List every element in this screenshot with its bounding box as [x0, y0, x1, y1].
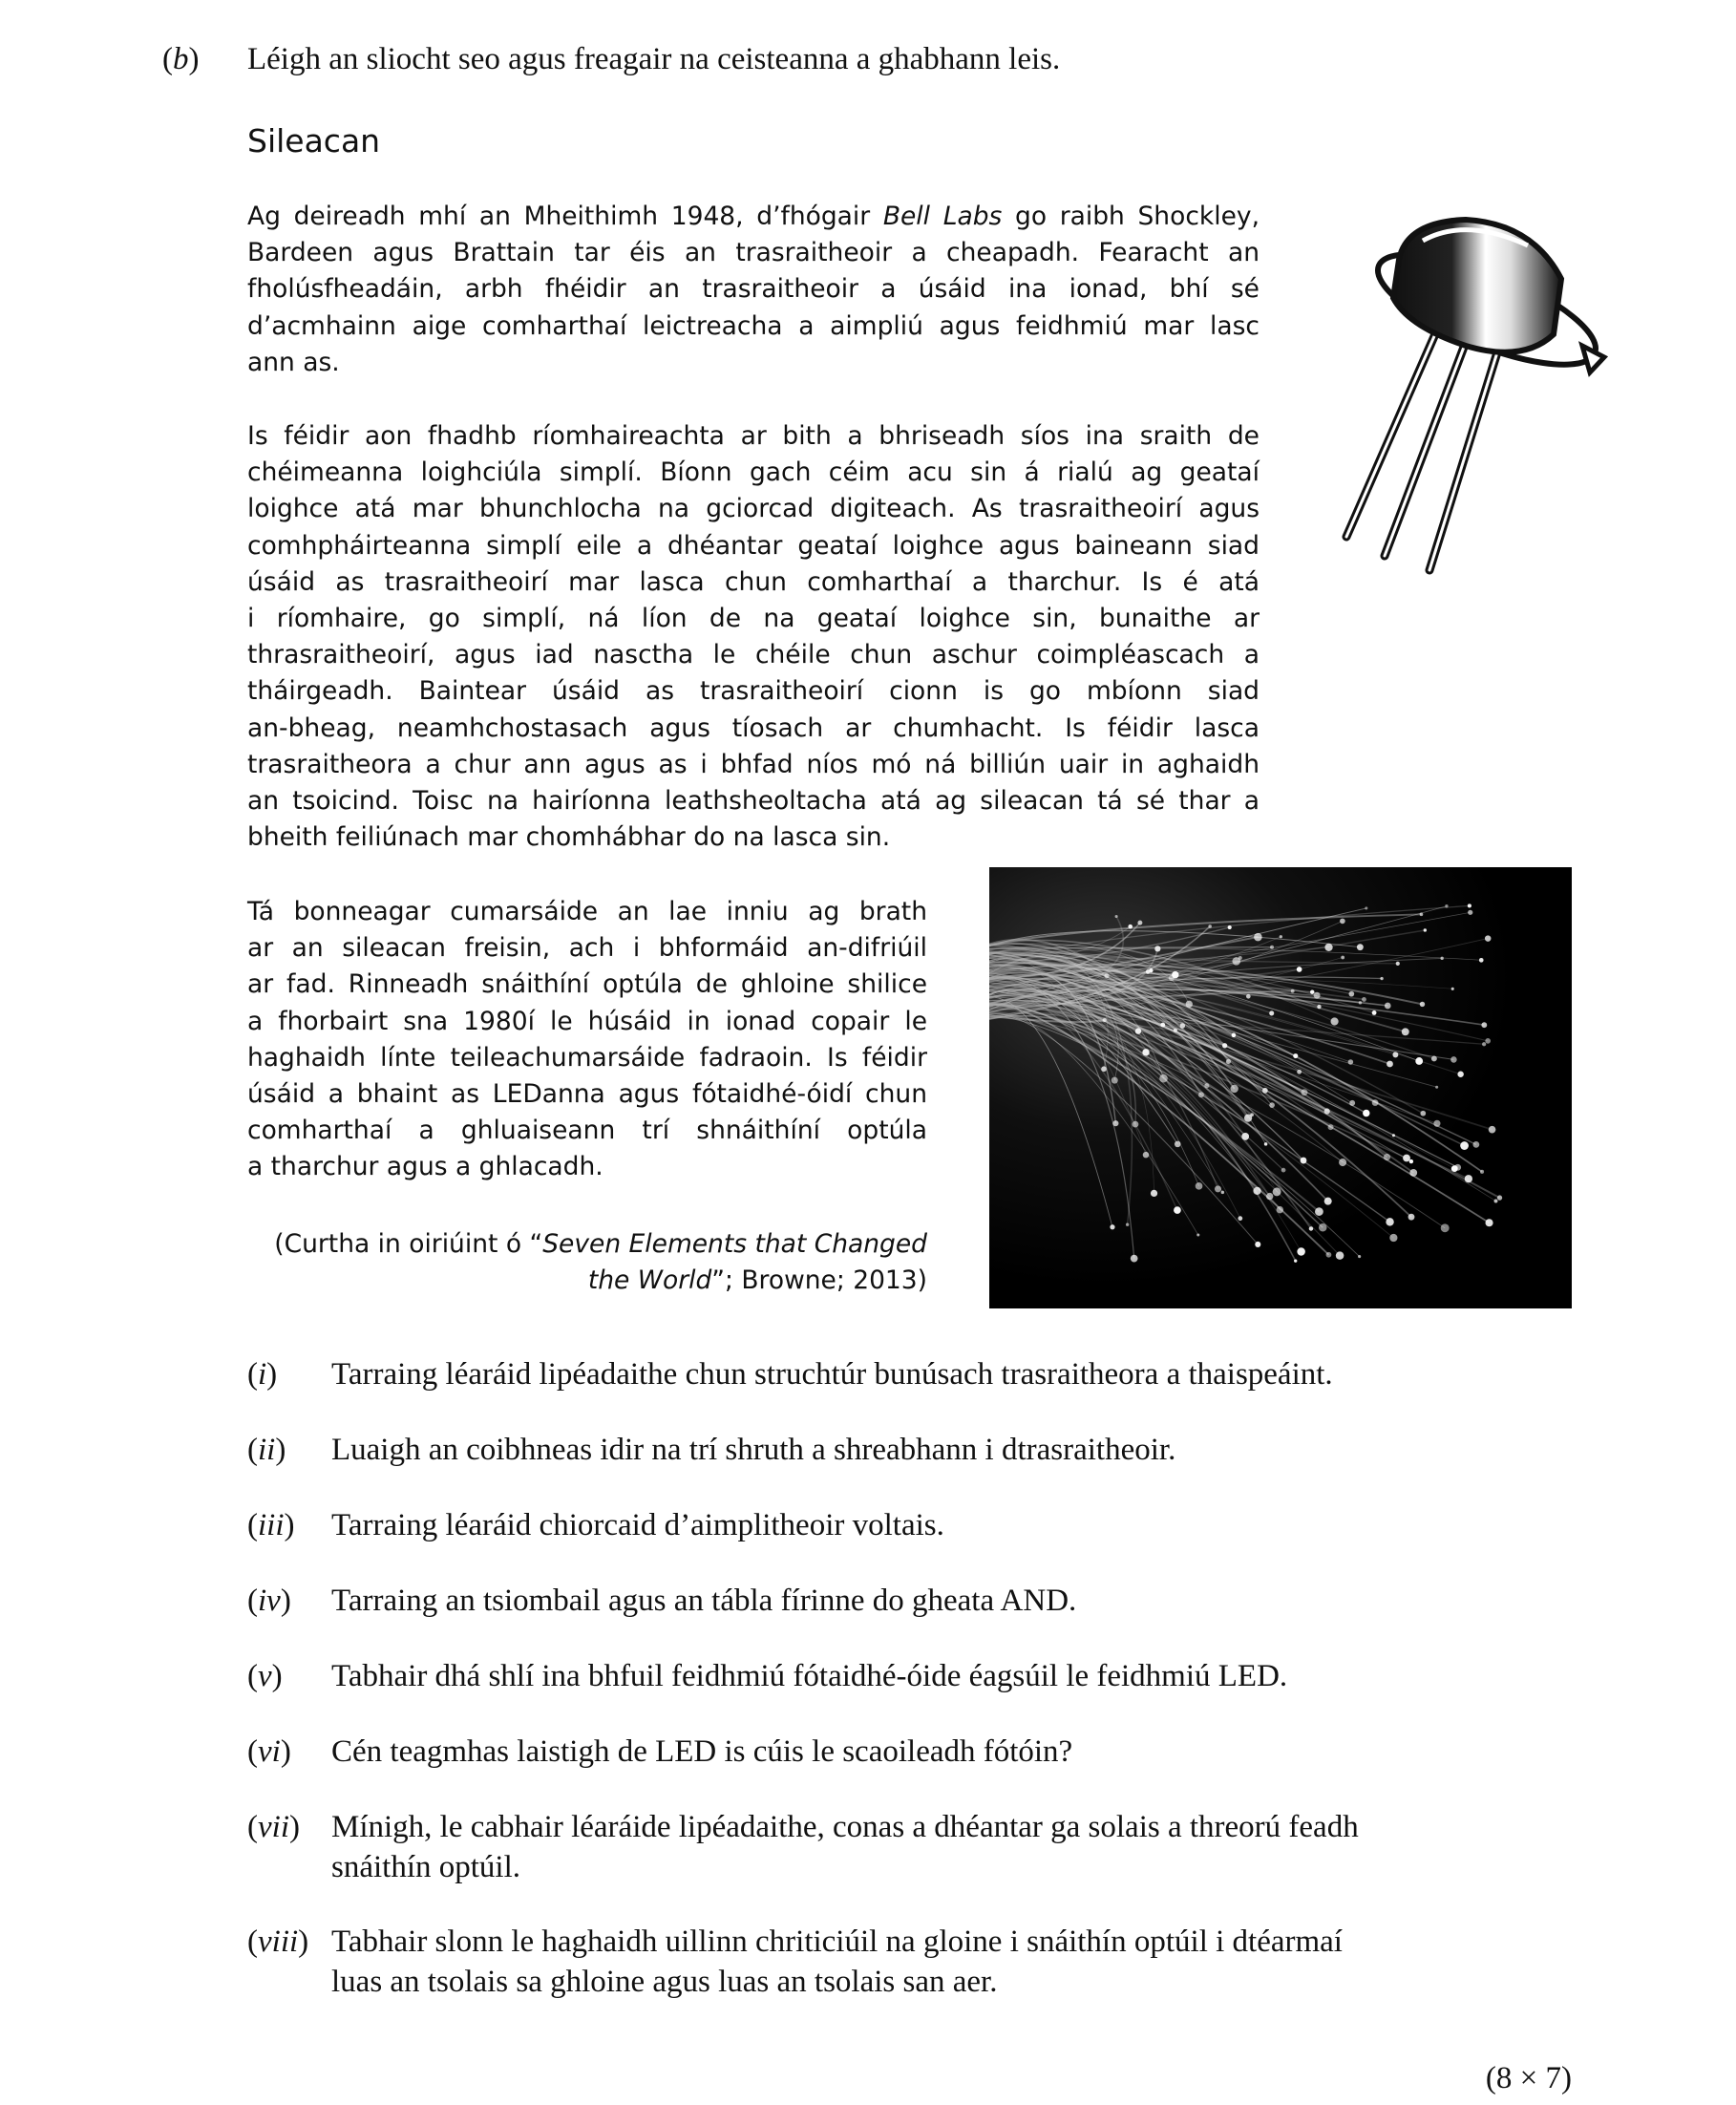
paragraph-line: ann as.	[247, 347, 340, 377]
paragraph-line: ar fad. Rinneadh snáithíní optúla de ghloine shilice	[247, 969, 927, 1000]
citation: (Curtha in oiriúint ó “Seven Elements that Changed the World”; Browne; 2013)	[274, 1229, 927, 1296]
optical-fibre-photo	[989, 867, 1572, 1308]
question-number: (vi)	[247, 1734, 291, 1769]
paragraph-line: tháirgeadh. Baintear úsáid as trasraitheoirí cionn is go mbíonn siad	[247, 676, 1260, 707]
question-number: (i)	[247, 1357, 278, 1392]
paragraph-line: a tharchur agus a ghlacadh.	[247, 1152, 603, 1182]
paragraph-line: úsáid as trasraitheoirí mar lasca chun comharthaí a tharchur. Is é atá	[247, 566, 1260, 597]
paragraph-line: haghaidh línte teileachumarsáide fadraoin. Is féidir	[247, 1042, 927, 1073]
paragraph-line: Bardeen agus Brattain tar éis an trasraitheoir a cheapadh. Fearacht an	[247, 238, 1260, 268]
paragraph-line: fholúsfheadáin, arbh fhéidir an trasraitheoir a úsáid ina ionad, bhí sé	[247, 274, 1260, 305]
passage-paragraph-2	[247, 418, 1260, 856]
paragraph-line: trasraitheora a chur ann agus as i bhfad níos mó ná billiún uair in aghaidh	[247, 749, 1260, 779]
passage-title: Sileacan	[247, 122, 381, 159]
paragraph-line: Is féidir aon fhadhb ríomhaireachta ar bith a bhriseadh síos ina sraith de	[247, 421, 1260, 451]
passage-paragraph-3	[247, 894, 927, 1186]
question-text: Mínigh, le cabhair léaráide lipéadaithe, conas a dhéantar ga solais a threorú feadh snáithín optúil.	[331, 1810, 1359, 1884]
question-number: (v)	[247, 1659, 283, 1693]
question-text: Tarraing an tsiombail agus an tábla fírinne do gheata AND.	[331, 1584, 1077, 1618]
question-text: Tarraing léaráid chiorcaid d’aimplitheoir voltais.	[331, 1508, 944, 1542]
paragraph-line: i ríomhaire, go simplí, ná líon de na geataí loighce sin, bunaithe ar	[247, 604, 1260, 634]
paragraph-line: Tá bonneagar cumarsáide an lae inniu ag brath	[247, 897, 927, 926]
paragraph-line: thrasraitheoirí, agus iad nasctha le chéile chun aschur coimpléascach a	[247, 640, 1260, 670]
question-number: (ii)	[247, 1433, 286, 1467]
question-text: Tabhair slonn le haghaidh uillinn chriticiúil na gloine i snáithín optúil i dtéarmaí luas an tsolais sa ghloine agus luas an tsolais san aer.	[331, 1924, 1343, 1999]
question-text: Luaigh an coibhneas idir na trí shruth a shreabhann i dtrasraitheoir.	[331, 1433, 1176, 1467]
question-text: Tabhair dhá shlí ina bhfuil feidhmiú fótaidhé-óide éagsúil le feidhmiú LED.	[331, 1659, 1288, 1693]
paragraph-line: a fhorbairt sna 1980í le húsáid in ionad copair le	[247, 1006, 927, 1036]
part-label: (b)	[162, 42, 200, 76]
question-number: (iii)	[247, 1508, 295, 1542]
passage-paragraph-1	[247, 199, 1260, 381]
paragraph-line: úsáid a bhaint as LEDanna agus fótaidhé-óidí chun	[247, 1079, 927, 1110]
paragraph-line: comhpháirteanna simplí eile a dhéantar geataí loighce agus baineann siad	[247, 530, 1260, 561]
paragraph-line: chéimeanna loighciúla simplí. Bíonn gach céim acu sin á rialú ag geataí	[247, 457, 1260, 488]
paragraph-line: Ag deireadh mhí an Mheithimh 1948, d’fhógair Bell Labs go raibh Shockley,	[247, 202, 1260, 231]
transistor-icon	[1332, 202, 1609, 580]
paragraph-line: bheith feiliúnach mar chomhábhar do na lasca sin.	[247, 822, 891, 853]
paragraph-line: ar an sileacan freisin, ach i bhformáid an-difriúil	[247, 933, 927, 964]
question-number: (iv)	[247, 1584, 291, 1618]
question-number: (viii)	[247, 1924, 309, 1959]
question-number: (vii)	[247, 1810, 300, 1844]
paragraph-line: an tsoicind. Toisc na hairíonna leathsheoltacha atá ag sileacan tá sé thar a	[247, 786, 1260, 817]
question-text: Cén teagmhas laistigh de LED is cúis le scaoileadh fótóin?	[331, 1734, 1073, 1769]
paragraph-line: loighce atá mar bhunchlocha na gciorcad digiteach. As trasraitheoirí agus	[247, 494, 1260, 524]
question-text: Tarraing léaráid lipéadaithe chun struchtúr bunúsach trasraitheora a thaispeáint.	[331, 1357, 1333, 1392]
instruction: Léigh an sliocht seo agus freagair na ceisteanna a ghabhann leis.	[247, 42, 1061, 76]
paragraph-line: an-bheag, neamhchostasach agus tíosach ar chumhacht. Is féidir lasca	[247, 712, 1260, 743]
paragraph-line: comharthaí a ghluaiseann trí shnáithíní optúla	[247, 1116, 927, 1146]
marks-allocation: (8 × 7)	[1485, 2061, 1572, 2095]
paragraph-line: d’acmhainn aige comharthaí leictreacha a aimpliú agus feidhmiú mar lasc	[247, 310, 1260, 341]
